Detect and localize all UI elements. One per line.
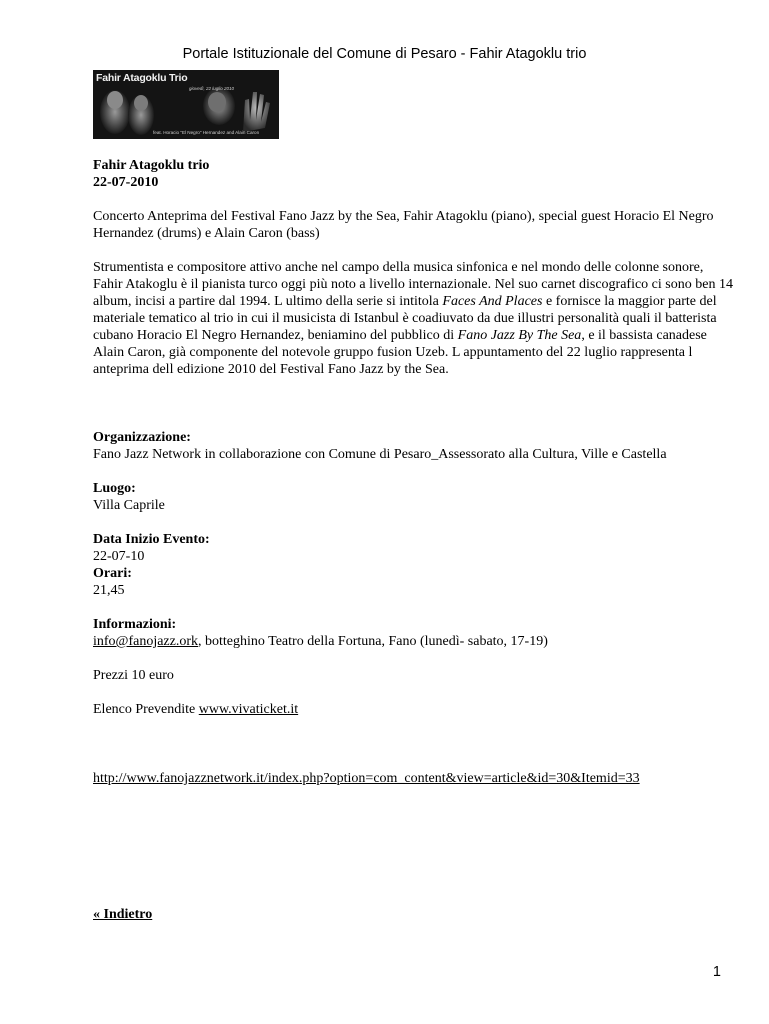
- body-text-2: e fornisce la maggior parte del materiale tematico al trio in cui il musicista di Istanbul è coadiuvato da due illustri personalità quali il batterista cubano Horacio El Negro Hernandez, beniamino del pubblico di: [93, 294, 717, 343]
- article-body: [93, 259, 733, 378]
- vivaticket-link[interactable]: www.vivaticket.it: [198, 702, 299, 717]
- banner-title: Fahir Atagoklu Trio: [96, 72, 188, 84]
- article-content: [93, 157, 733, 718]
- presale-line: [93, 701, 733, 718]
- source-url-link[interactable]: http://www.fanojazznetwork.it/index.php?option=com_content&view=article&id=30&Itemid=33: [93, 771, 640, 786]
- banner-date: giovedì, 22 luglio 2010: [189, 86, 235, 91]
- place-label: Luogo:: [93, 481, 136, 496]
- album-title: Faces And Places: [442, 294, 543, 309]
- article-date: 22-07-2010: [93, 175, 159, 190]
- place-value: Villa Caprile: [93, 498, 165, 513]
- event-banner-image: [93, 70, 279, 139]
- page-number: 1: [712, 964, 721, 980]
- info-value: [93, 633, 733, 650]
- banner-credits: feat. Horacio "El Negro" Hernandez and Alain Caron: [153, 130, 260, 135]
- prices-text: Prezzi 10 euro: [93, 668, 174, 683]
- start-date-label: Data Inizio Evento:: [93, 532, 210, 547]
- festival-name: Fano Jazz By The Sea: [457, 328, 582, 343]
- article-title: Fahir Atagoklu trio: [93, 158, 210, 173]
- body-text-3: , e il bassista canadese Alain Caron, già componente del notevole gruppo fusion Uzeb. L appuntamento del 22 luglio rappresenta l anteprima dell edizione 2010 del Festival Fano Jazz by the Sea.: [93, 328, 707, 377]
- hours-value: 21,45: [93, 583, 125, 598]
- article-intro: Concerto Anteprima del Festival Fano Jazz by the Sea, Fahir Atagoklu (piano), special guest Horacio El Negro Hernandez (drums) e Alain Caron (bass): [93, 209, 714, 241]
- hours-label: Orari:: [93, 566, 132, 581]
- organization-label: Organizzazione:: [93, 430, 191, 445]
- start-date-value: 22-07-10: [93, 549, 145, 564]
- organization-value: Fano Jazz Network in collaborazione con Comune di Pesaro_Assessorato alla Cultura, Ville e Castella: [93, 447, 667, 462]
- presale-label: Elenco Prevendite: [93, 702, 199, 717]
- back-link[interactable]: « Indietro: [93, 907, 153, 922]
- info-label: Informazioni:: [93, 617, 177, 632]
- info-rest: , botteghino Teatro della Fortuna, Fano (lunedì- sabato, 17-19): [198, 634, 548, 649]
- info-email-link[interactable]: info@fanojazz.ork: [93, 634, 199, 649]
- page-header-title: Portale Istituzionale del Comune di Pesaro - Fahir Atagoklu trio: [182, 46, 587, 62]
- body-text-1: Strumentista e compositore attivo anche nel campo della musica sinfonica e nel mondo delle colonne sonore, Fahir Atakoglu è il pianista turco oggi più noto a livello internazionale. Nel suo carnet discografico ci sono ben 14 album, incisi a partire dal 1994. L ultimo della serie si intitola: [93, 260, 733, 309]
